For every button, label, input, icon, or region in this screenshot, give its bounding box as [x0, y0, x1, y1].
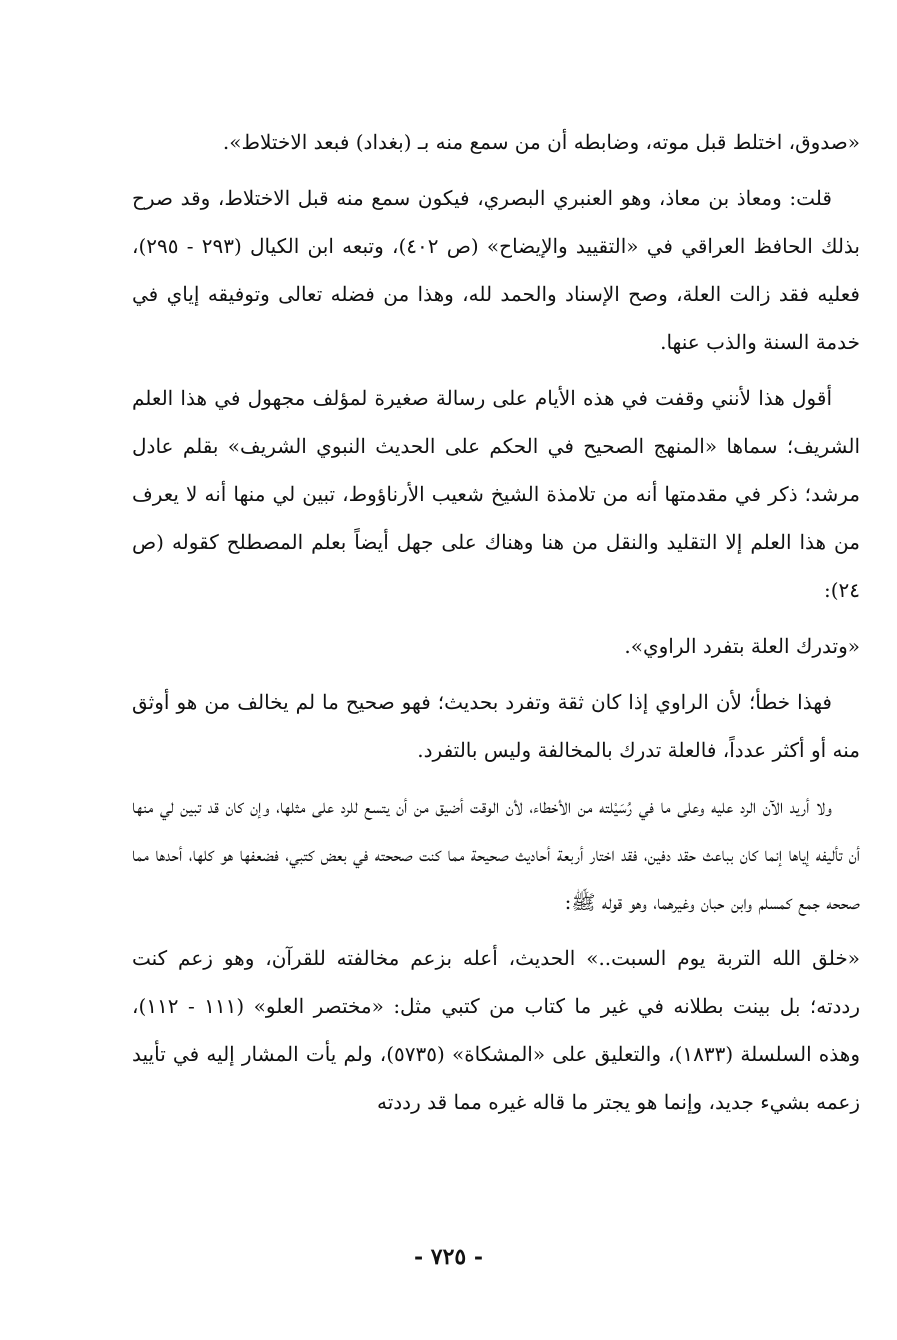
page-body: [132, 118, 860, 1134]
paragraph-quote-sadooq: «صدوق، اختلط قبل موته، وضابطه أن من سمع منه بـ (بغداد) فبعد الاختلاط».: [222, 130, 860, 154]
paragraph-aqulu: أقول هذا لأنني وقفت في هذه الأيام على رسالة صغيرة لمؤلف مجهول في هذا العلم الشريف؛ سماها «المنهج الصحيح في الحكم على الحديث النبوي الشريف» بقلم عادل مرشد؛ ذكر في مقدمتها أنه من تلامذة الشيخ شعيب الأرناؤوط، تبين لي منها أنه لا يعرف من هذا العلم إلا التقليد والنقل من هنا وهناك على جهل أيضاً بعلم المصطلح كقوله (ص ٢٤):: [132, 386, 860, 602]
paragraph-khalaqa-allah: «خلق الله التربة يوم السبت..» الحديث، أعله بزعم مخالفته للقرآن، وهو زعم كنت رددته؛ بل بينت بطلانه في غير ما كتاب من كتبي مثل: «مختصر العلو» (١١١ - ١١٢)، وهذه السلسلة (١٨٣٣)، والتعليق على «المشكاة» (٥٧٣٥)، ولم يأت المشار إليه في تأييد زعمه بشيء جديد، وإنما هو يجتر ما قاله غيره مما قد رددته: [132, 946, 861, 1114]
paragraph-qultu: قلت: ومعاذ بن معاذ، وهو العنبري البصري، فيكون سمع منه قبل الاختلاط، وقد صرح بذلك الحافظ العراقي في «التقييد والإيضاح» (ص ٤٠٢)، وتبعه ابن الكيال (٢٩٣ - ٢٩٥)، فعليه فقد زالت العلة، وصح الإسناد والحمد لله، وهذا من فضله تعالى وتوفيقه إياي في خدمة السنة والذب عنها.: [132, 186, 860, 354]
paragraph-khata: فهذا خطأ؛ لأن الراوي إذا كان ثقة وتفرد بحديث؛ فهو صحيح ما لم يخالف من هو أوثق منه أو أكثر عدداً، فالعلة تدرك بالمخالفة وليس بالتفرد.: [132, 690, 860, 762]
paragraph-wala-urid: ولا أريد الآن الرد عليه وعلى ما في رُسَيْلته من الأخطاء، لأن الوقت أضيق من أن يتسع للرد على مثلها، وإن كان قد تبين لي منها أن تأليفه إياها إنما كان بباعث حقد دفين، فقد اختار أربعة أحاديث صحيحة مما كنت صححته في بعض كتبي، فضعفها هو كلها، أحدها مما صححه جمع كمسلم وابن حبان وغيرهما، وهو قوله ﷺ:: [132, 794, 860, 914]
page-number: - ٧٢٥ -: [413, 1244, 484, 1270]
paragraph-quote-tudrak: «وتدرك العلة بتفرد الراوي».: [624, 634, 860, 658]
